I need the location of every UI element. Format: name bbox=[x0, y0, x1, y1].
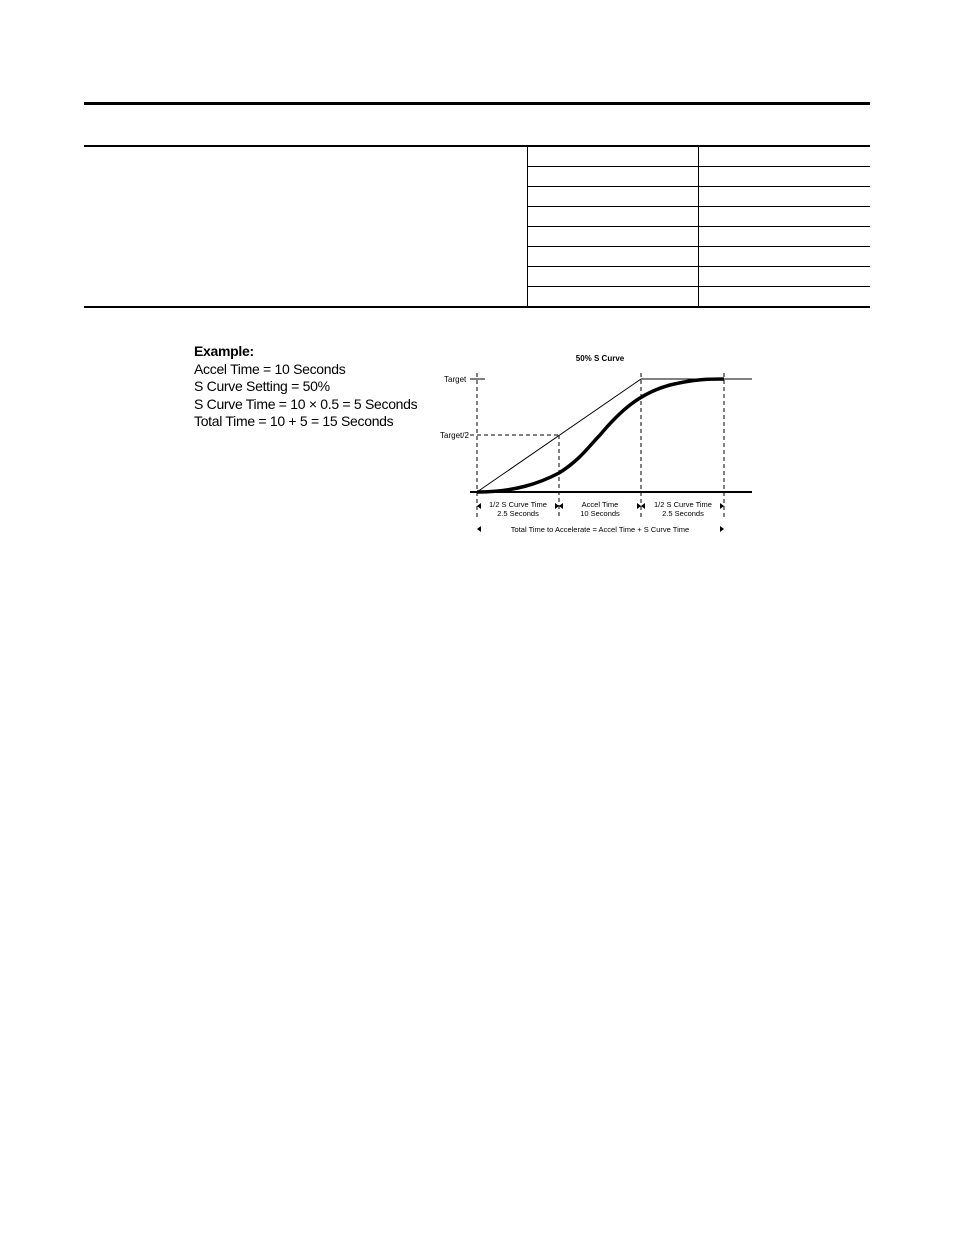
total-time-label: Total Time to Accelerate = Accel Time + S Curve Time bbox=[510, 525, 690, 534]
table-cell bbox=[698, 287, 870, 306]
table-bottom-rule bbox=[84, 306, 870, 308]
table-cell bbox=[527, 287, 698, 306]
table-cell bbox=[527, 227, 698, 246]
segment-first-line2: 2.5 Seconds bbox=[497, 509, 539, 518]
table-row bbox=[527, 207, 870, 227]
table-cell bbox=[527, 267, 698, 286]
table-cell bbox=[698, 207, 870, 226]
header-rule bbox=[84, 102, 870, 105]
diagram-title: 50% S Curve bbox=[575, 354, 625, 363]
table-cell bbox=[527, 207, 698, 226]
segment-last-line2: 2.5 Seconds bbox=[662, 509, 704, 518]
segment-middle-line1: Accel Time bbox=[581, 500, 619, 509]
example-heading: Example: bbox=[194, 343, 254, 359]
table-row bbox=[527, 147, 870, 167]
table-cell bbox=[698, 247, 870, 266]
segment-middle-line2: 10 Seconds bbox=[580, 509, 620, 518]
example-line: Accel Time = 10 Seconds bbox=[194, 360, 346, 377]
table-cell bbox=[698, 267, 870, 286]
segment-last-line1: 1/2 S Curve Time bbox=[654, 500, 712, 509]
example-line: S Curve Setting = 50% bbox=[194, 378, 330, 394]
table-cell bbox=[698, 187, 870, 206]
table-cell bbox=[527, 187, 698, 206]
example-line: Total Time = 10 + 5 = 15 Seconds bbox=[194, 413, 394, 429]
target-label: Target bbox=[444, 375, 467, 384]
example-line: S Curve Time = 10 × 0.5 = 5 Seconds bbox=[194, 395, 418, 412]
table-row bbox=[527, 187, 870, 207]
table-cell bbox=[698, 147, 870, 166]
table-cell bbox=[527, 167, 698, 186]
s-curve-diagram bbox=[430, 345, 760, 545]
table-row bbox=[527, 227, 870, 247]
parameter-table bbox=[527, 147, 870, 306]
table-cell bbox=[527, 247, 698, 266]
segment-first-line1: 1/2 S Curve Time bbox=[489, 500, 547, 509]
table-cell bbox=[698, 227, 870, 246]
example-block bbox=[194, 343, 417, 431]
table-cell bbox=[698, 167, 870, 186]
table-row bbox=[527, 287, 870, 306]
table-row bbox=[527, 167, 870, 187]
table-cell bbox=[527, 147, 698, 166]
target-half-label: Target/2 bbox=[440, 431, 469, 440]
table-row bbox=[527, 247, 870, 267]
table-row bbox=[527, 267, 870, 287]
